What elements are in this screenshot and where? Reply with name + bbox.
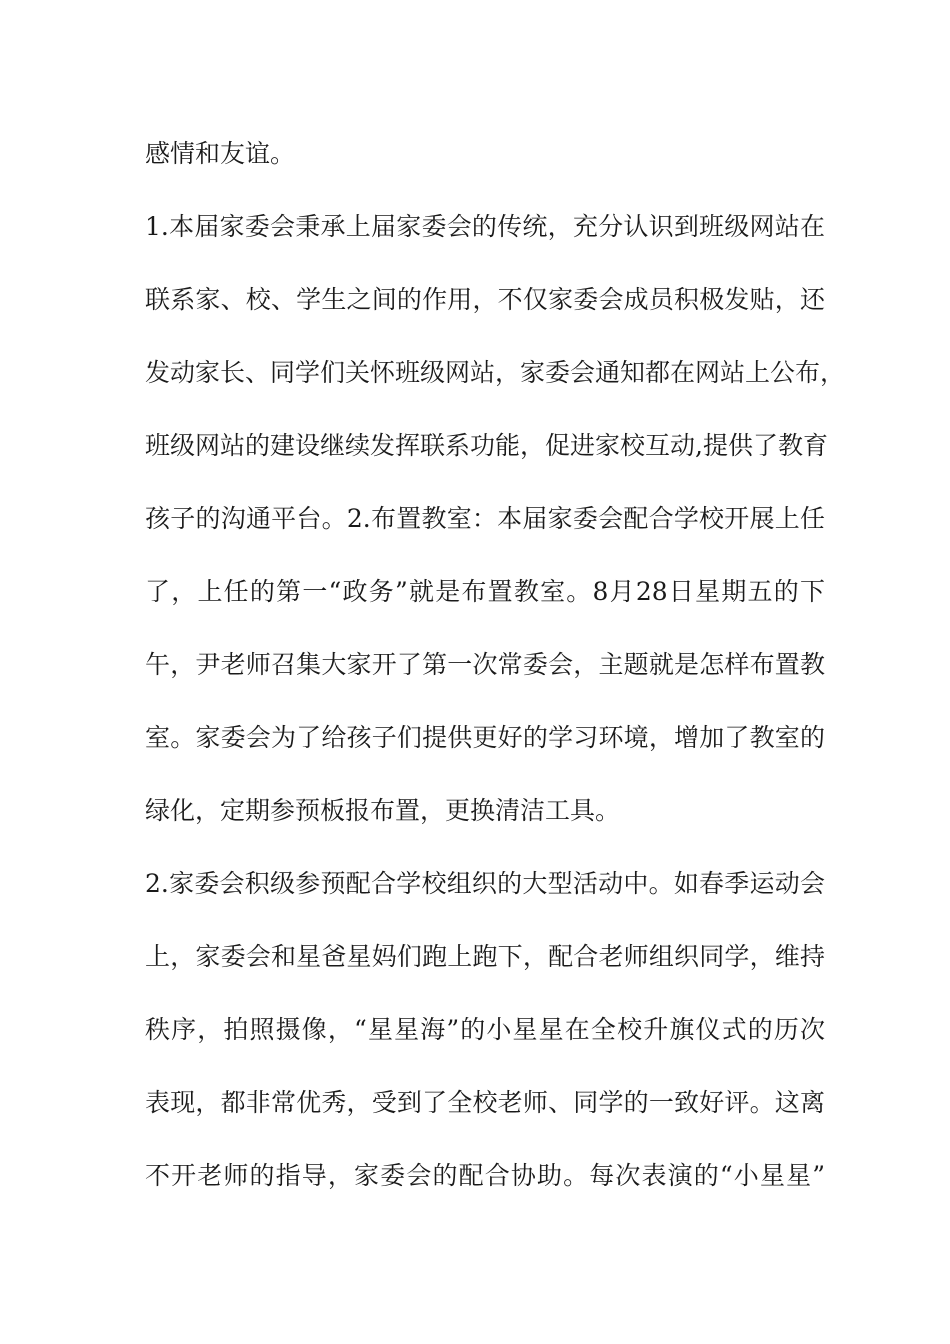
text-line: 了，上任的第一“政务”就是布置教室。8月28日星期五的下 xyxy=(145,577,825,606)
text-line: 上，家委会和星爸星妈们跑上跑下，配合老师组织同学，维持 xyxy=(145,942,825,971)
text-line: 班级网站的建设继续发挥联系功能，促进家校互动,提供了教育 xyxy=(145,431,828,460)
text-line: 1.本届家委会秉承上届家委会的传统，充分认识到班级网站在 xyxy=(145,212,825,241)
text-line: 2.家委会积级参预配合学校组织的大型活动中。如春季运动会 xyxy=(145,869,825,898)
text-line: 秩序，拍照摄像，“星星海”的小星星在全校升旗仪式的历次 xyxy=(145,1015,825,1044)
text-line: 不开老师的指导，家委会的配合协助。每次表演的“小星星” xyxy=(145,1161,825,1190)
text-line: 绿化，定期参预板报布置，更换清洁工具。 xyxy=(145,796,621,825)
text-line: 感情和友谊。 xyxy=(145,139,296,168)
text-line: 午，尹老师召集大家开了第一次常委会，主题就是怎样布置教 xyxy=(145,650,825,679)
text-line: 发动家长、同学们关怀班级网站，家委会通知都在网站上公布， xyxy=(145,358,846,387)
text-line: 孩子的沟通平台。2.布置教室：本届家委会配合学校开展上任 xyxy=(145,504,825,533)
text-line: 表现，都非常优秀，受到了全校老师、同学的一致好评。这离 xyxy=(145,1088,825,1117)
text-line: 联系家、校、学生之间的作用，不仅家委会成员积极发贴，还 xyxy=(145,285,825,314)
text-line: 室。家委会为了给孩子们提供更好的学习环境，增加了教室的 xyxy=(145,723,825,752)
